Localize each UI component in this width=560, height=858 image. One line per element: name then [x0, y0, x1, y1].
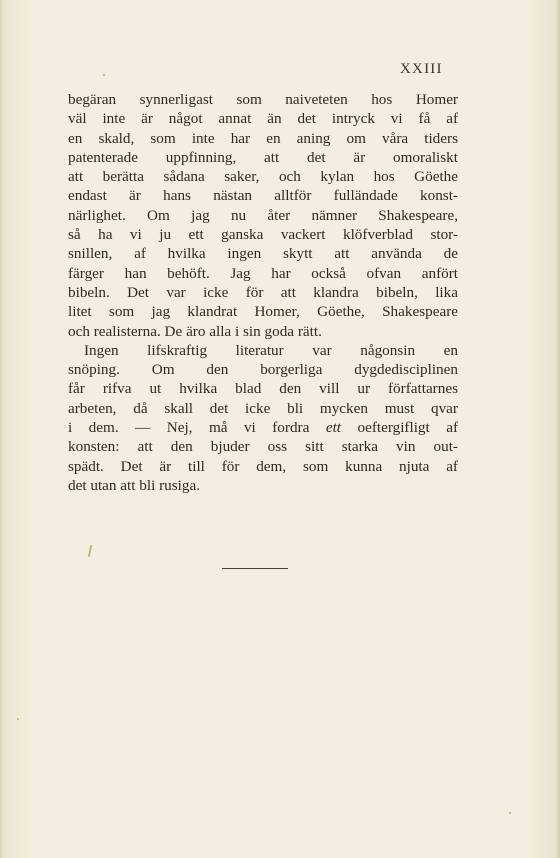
- body-text: [68, 90, 458, 495]
- text-line: en skald, som inte har en aning om våra tiders: [68, 129, 458, 147]
- text-line: att berätta sådana saker, och kylan hos Göethe: [68, 168, 458, 186]
- page-number: XXIII: [400, 61, 443, 77]
- page-left-edge-shadow: [0, 0, 4, 858]
- text-line: litet som jag klandrat Homer, Göethe, Shakespeare: [68, 303, 458, 321]
- text-line: spädt. Det är till för dem, som kunna njuta af: [68, 457, 458, 475]
- text-line: Ingen lifskraftig literatur var någonsin en: [84, 341, 458, 359]
- stray-pencil-mark: [88, 545, 92, 557]
- text-line: snillen, af hvilka ingen skytt att använda de: [68, 245, 458, 263]
- text-line: konsten: att den bjuder oss sitt starka vin out-: [68, 438, 458, 456]
- section-end-rule: [222, 568, 288, 569]
- text-line: det utan att bli rusiga.: [68, 476, 201, 494]
- text-line: närlighet. Om jag nu åter nämner Shakespeare,: [68, 206, 458, 224]
- text-line: så ha vi ju ett ganska vackert klöfverblad stor-: [68, 226, 458, 244]
- page-right-edge-shadow: [555, 0, 560, 858]
- paper-speck: [17, 718, 19, 720]
- text-line: arbeten, då skall det icke bli mycken must qvar: [68, 399, 458, 417]
- text-line: endast är hans nästan alltför fulländade konst-: [68, 187, 458, 205]
- text-fragment: oeftergifligt af: [357, 419, 459, 437]
- text-line: får rifva ut hvilka blad den vill ur författarnes: [68, 380, 458, 398]
- text-line: bibeln. Det var icke för att klandra bibeln, lika: [68, 283, 458, 301]
- text-line: snöping. Om den borgerliga dygdedisciplinen: [68, 361, 458, 379]
- text-fragment: i dem. — Nej, må vi fordra: [68, 419, 310, 437]
- text-line-mixed: [68, 418, 458, 437]
- text-line: väl inte är något annat än det intryck vi få af: [68, 110, 458, 128]
- text-line: patenterade uppfinning, att det är omoraliskt: [68, 148, 458, 166]
- paper-speck: [509, 812, 511, 814]
- text-line: begäran synnerligast som naiveteten hos Homer: [68, 91, 458, 108]
- text-line: färger han behöft. Jag har också ofvan anfört: [68, 264, 458, 282]
- paper-speck: [103, 74, 105, 76]
- text-line: och realisterna. De äro alla i sin goda rätt.: [68, 322, 322, 340]
- emphasized-word: ett: [325, 419, 342, 437]
